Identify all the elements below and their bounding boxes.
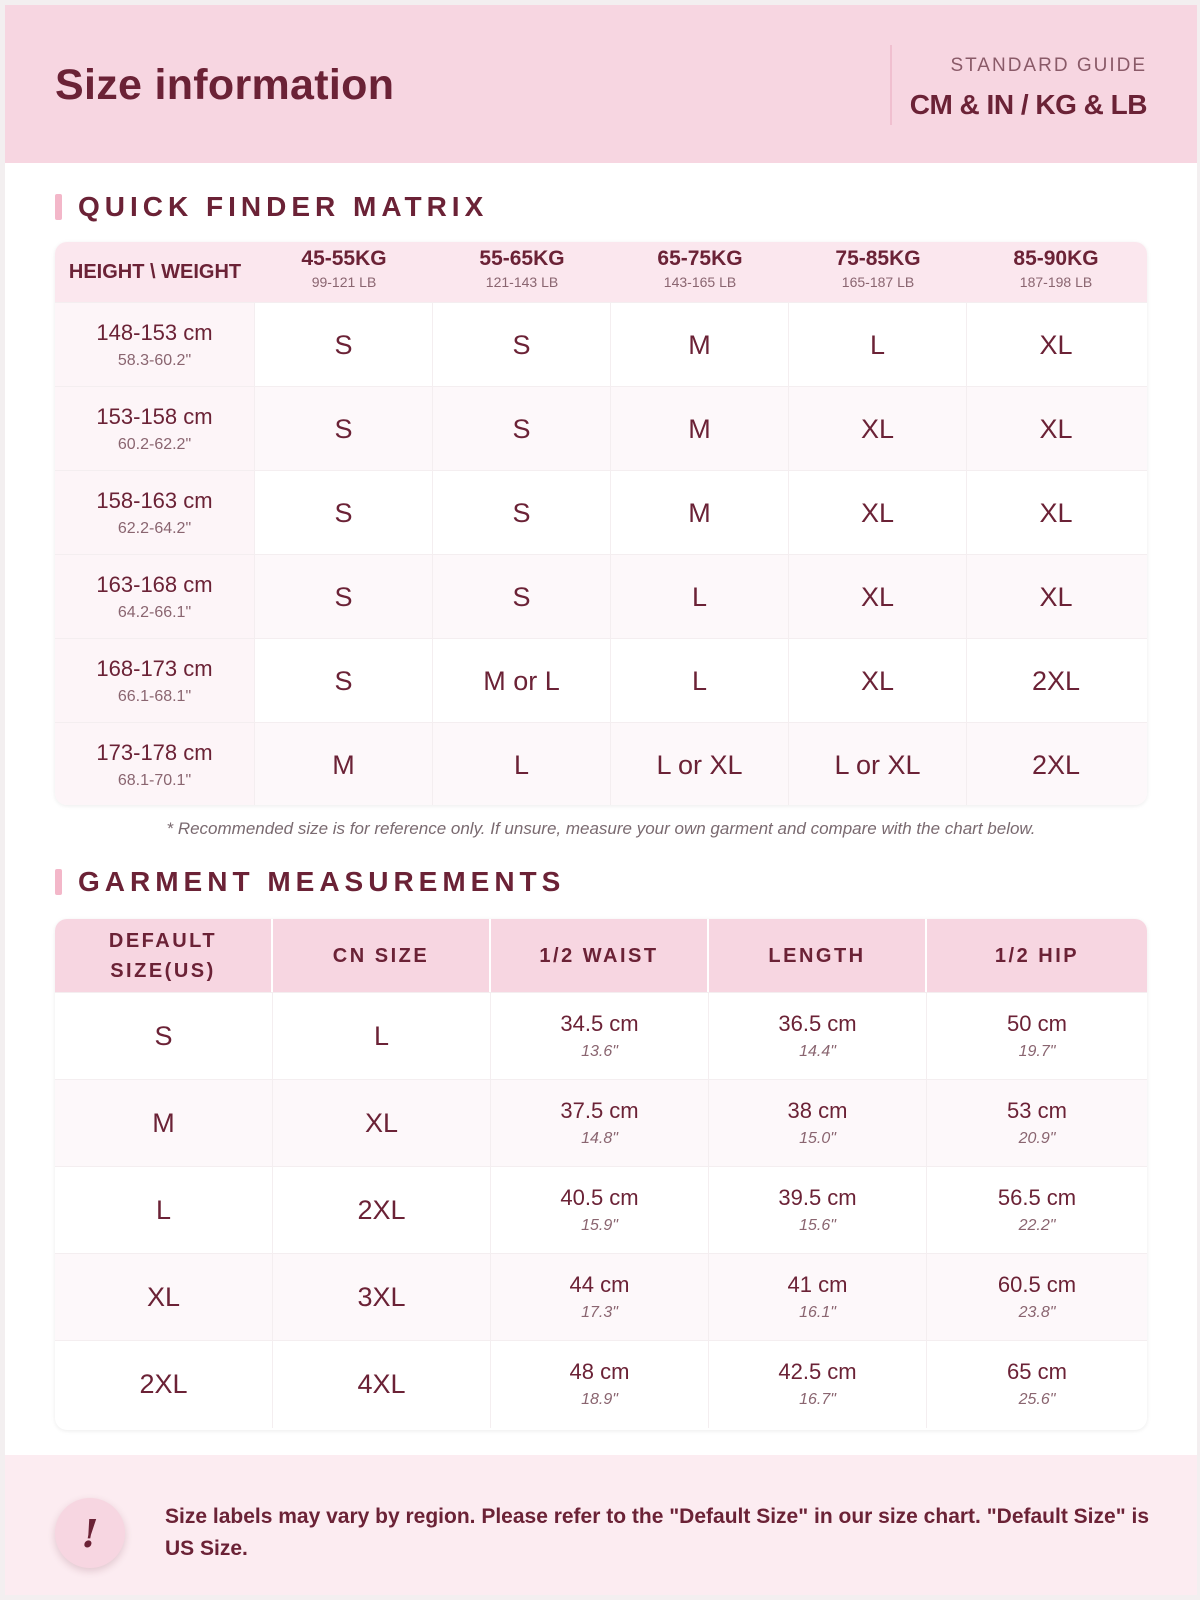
size-cell: XL	[1039, 413, 1073, 444]
waist-cell	[491, 993, 709, 1080]
size-cell: L or XL	[789, 723, 967, 805]
footer-notice	[5, 1455, 1197, 1595]
matrix-row	[55, 638, 1147, 722]
height-cm: 163-168 cm	[96, 572, 213, 597]
reference-note: * Recommended size is for reference only. If unsure, measure your own garment and compare with the chart below.	[166, 819, 1036, 838]
measurement-cm: 44 cm	[569, 1272, 630, 1297]
units-label: CM & IN / KG & LB	[909, 89, 1147, 120]
measurement-in: 14.4"	[799, 1043, 836, 1060]
size-cell: 2XL	[1031, 665, 1081, 696]
us-size-cell: M	[55, 1080, 273, 1167]
weight-lb: 165-187 LB	[841, 274, 915, 290]
size-cell: XL	[1039, 581, 1073, 612]
measurement-in: 19.7"	[1018, 1043, 1056, 1060]
weight-lb: 143-165 LB	[663, 274, 737, 290]
weight-column-header	[967, 242, 1145, 302]
matrix-header-row	[55, 242, 1147, 302]
section-accent-bar	[55, 194, 62, 220]
height-in: 62.2-64.2"	[117, 520, 192, 537]
page-title: Size information	[55, 61, 395, 109]
height-label	[55, 387, 255, 471]
weight-column-header	[433, 242, 611, 302]
size-cell: XL	[789, 555, 967, 639]
length-cell	[709, 993, 927, 1080]
size-cell: XL	[789, 471, 967, 555]
cn-size-cell: 3XL	[273, 1254, 491, 1341]
height-in: 58.3-60.2"	[117, 352, 192, 369]
weight-kg: 45-55KG	[301, 247, 387, 270]
exclamation-icon: !	[55, 1498, 125, 1568]
hip-cell	[927, 993, 1147, 1080]
measurement-cm: 39.5 cm	[778, 1185, 857, 1210]
hip-cell	[927, 1167, 1147, 1254]
quick-finder-heading	[55, 192, 488, 222]
size-cell: S	[433, 471, 611, 555]
height-label	[55, 303, 255, 387]
size-cell: S	[433, 303, 611, 387]
height-label	[55, 639, 255, 723]
us-size-cell: S	[55, 993, 273, 1080]
size-cell: M	[255, 723, 433, 805]
measurement-in: 22.2"	[1018, 1217, 1056, 1234]
size-cell: S	[255, 555, 433, 639]
cn-size-cell: 2XL	[273, 1167, 491, 1254]
column-header: 1/2 HIP	[994, 944, 1080, 967]
measurement-in: 14.8"	[581, 1130, 618, 1147]
size-cell: XL	[789, 387, 967, 471]
length-cell	[709, 1254, 927, 1341]
size-cell: L or XL	[611, 723, 789, 805]
hip-cell	[927, 1254, 1147, 1341]
measurement-in: 13.6"	[581, 1043, 618, 1060]
table-row	[55, 1079, 1147, 1166]
waist-cell	[491, 1167, 709, 1254]
size-cell: XL	[789, 639, 967, 723]
measurement-cm: 38 cm	[787, 1098, 848, 1123]
measurement-cm: 42.5 cm	[778, 1359, 857, 1384]
header-divider	[890, 45, 892, 125]
matrix-row	[55, 554, 1147, 638]
height-label	[55, 723, 255, 805]
size-cell: S	[433, 555, 611, 639]
header	[5, 5, 1197, 163]
measurement-in: 20.9"	[1018, 1130, 1056, 1147]
waist-cell	[491, 1341, 709, 1428]
size-cell: 2XL	[1031, 749, 1081, 780]
measurement-cm: 60.5 cm	[997, 1272, 1077, 1297]
measurement-cm: 41 cm	[787, 1272, 848, 1297]
size-cell: S	[255, 303, 433, 387]
weight-kg: 85-90KG	[1013, 247, 1099, 270]
weight-column-header	[255, 242, 433, 302]
size-cell: L	[611, 639, 789, 723]
cn-size-cell: L	[273, 993, 491, 1080]
measurement-cm: 40.5 cm	[560, 1185, 639, 1210]
height-cm: 158-163 cm	[96, 488, 213, 513]
height-cm: 153-158 cm	[96, 404, 213, 429]
measurement-cm: 36.5 cm	[778, 1011, 857, 1036]
measurement-in: 16.1"	[799, 1304, 836, 1321]
weight-kg: 75-85KG	[835, 247, 921, 270]
matrix-row	[55, 470, 1147, 554]
size-cell: XL	[1039, 497, 1073, 528]
section-title: QUICK FINDER MATRIX	[78, 191, 489, 222]
size-cell: M	[611, 303, 789, 387]
table-row	[55, 992, 1147, 1079]
measurement-in: 15.9"	[581, 1217, 618, 1234]
size-cell: M	[611, 471, 789, 555]
table-row	[55, 1253, 1147, 1340]
measurement-in: 25.6"	[1018, 1391, 1056, 1408]
size-cell: L	[611, 555, 789, 639]
measurement-cm: 34.5 cm	[560, 1011, 639, 1036]
measurement-in: 23.8"	[1018, 1304, 1056, 1321]
size-guide-page	[5, 5, 1197, 1595]
table-row	[55, 1166, 1147, 1253]
matrix-row	[55, 386, 1147, 470]
quick-finder-matrix	[55, 242, 1147, 805]
size-cell: XL	[1039, 329, 1073, 360]
size-cell: S	[433, 387, 611, 471]
measurement-cm: 50 cm	[1007, 1011, 1067, 1036]
measurement-cm: 56.5 cm	[997, 1185, 1077, 1210]
weight-lb: 99-121 LB	[311, 274, 377, 290]
column-header: LENGTH	[709, 919, 927, 992]
measurement-in: 15.6"	[799, 1217, 836, 1234]
waist-cell	[491, 1254, 709, 1341]
size-cell: S	[255, 387, 433, 471]
length-cell	[709, 1080, 927, 1167]
measurement-in: 16.7"	[799, 1391, 836, 1408]
cn-size-cell: 4XL	[273, 1341, 491, 1428]
size-cell: S	[255, 639, 433, 723]
height-cm: 168-173 cm	[96, 656, 213, 681]
column-header: 1/2 WAIST	[491, 919, 709, 992]
weight-lb: 121-143 LB	[485, 274, 559, 290]
weight-lb: 187-198 LB	[1019, 274, 1093, 290]
garment-header-row	[55, 919, 1147, 992]
section-accent-bar	[55, 869, 62, 895]
weight-column-header	[789, 242, 967, 302]
height-label	[55, 555, 255, 639]
height-label	[55, 471, 255, 555]
cn-size-cell: XL	[273, 1080, 491, 1167]
column-header: DEFAULT SIZE(US)	[55, 919, 273, 992]
notice-text: Size labels may vary by region. Please refer to the "Default Size" in our size chart. "Default Size" is US Size.	[165, 1505, 1149, 1560]
us-size-cell: L	[55, 1167, 273, 1254]
height-in: 64.2-66.1"	[117, 604, 192, 621]
matrix-row	[55, 302, 1147, 386]
measurement-in: 17.3"	[581, 1304, 618, 1321]
measurement-cm: 53 cm	[1007, 1098, 1067, 1123]
measurement-in: 15.0"	[799, 1130, 836, 1147]
guide-label: STANDARD GUIDE	[950, 55, 1147, 76]
height-cm: 148-153 cm	[96, 320, 213, 345]
size-cell: M	[611, 387, 789, 471]
matrix-corner-label: HEIGHT \ WEIGHT	[68, 260, 242, 283]
matrix-row	[55, 722, 1147, 805]
size-cell: M or L	[433, 639, 611, 723]
length-cell	[709, 1341, 927, 1428]
measurement-cm: 48 cm	[569, 1359, 630, 1384]
measurement-cm: 37.5 cm	[560, 1098, 639, 1123]
garment-measurements-table	[55, 919, 1147, 1430]
size-cell: L	[433, 723, 611, 805]
length-cell	[709, 1167, 927, 1254]
weight-column-header	[611, 242, 789, 302]
size-cell: S	[255, 471, 433, 555]
column-header: CN SIZE	[273, 919, 491, 992]
measurement-cm: 65 cm	[1007, 1359, 1067, 1384]
waist-cell	[491, 1080, 709, 1167]
weight-kg: 65-75KG	[657, 247, 743, 270]
height-in: 68.1-70.1"	[117, 772, 192, 789]
weight-kg: 55-65KG	[479, 247, 565, 270]
section-title: GARMENT MEASUREMENTS	[78, 866, 566, 897]
height-in: 66.1-68.1"	[117, 688, 192, 705]
measurement-in: 18.9"	[581, 1391, 618, 1408]
height-in: 60.2-62.2"	[117, 436, 192, 453]
us-size-cell: 2XL	[55, 1341, 273, 1428]
us-size-cell: XL	[55, 1254, 273, 1341]
hip-cell	[927, 1341, 1147, 1428]
table-row	[55, 1340, 1147, 1427]
hip-cell	[927, 1080, 1147, 1167]
height-cm: 173-178 cm	[96, 740, 213, 765]
garment-heading	[55, 867, 565, 897]
size-cell: L	[789, 303, 967, 387]
